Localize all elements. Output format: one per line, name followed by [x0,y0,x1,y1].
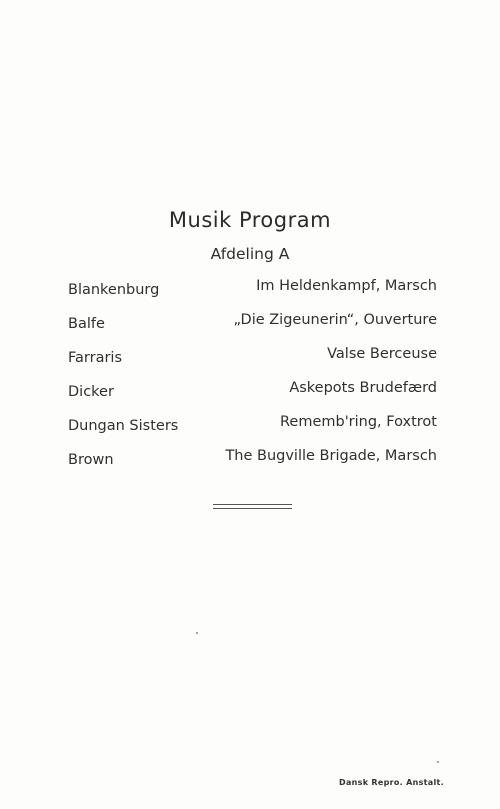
program-list [68,278,437,482]
program-row [68,346,437,380]
piece-title: Rememb'ring, Foxtrot [279,414,437,430]
composer-name: Farraris [68,350,122,366]
divider-rule-top [213,504,292,505]
piece-title: Askepots Brudefærd [289,380,437,396]
program-row [68,380,437,414]
program-row [68,414,437,448]
program-row [68,448,437,482]
printer-imprint: Dansk Repro. Anstalt. [339,778,444,787]
piece-title: Valse Berceuse [327,346,437,362]
program-row [68,278,437,312]
composer-name: Dicker [68,384,114,400]
piece-title: The Bugville Brigade, Marsch [225,448,437,464]
piece-title: Im Heldenkampf, Marsch [256,278,437,294]
composer-name: Balfe [68,316,105,332]
program-row [68,312,437,346]
composer-name: Blankenburg [68,282,160,298]
page-title: Musik Program [168,208,332,232]
paper-speck [437,761,439,763]
paper-speck [196,632,198,634]
piece-title: „Die Zigeunerin“, Ouverture [233,312,437,328]
composer-name: Dungan Sisters [68,418,179,434]
section-heading: Afdeling A [210,245,290,263]
divider-rule-bottom [213,508,292,509]
composer-name: Brown [68,452,114,468]
